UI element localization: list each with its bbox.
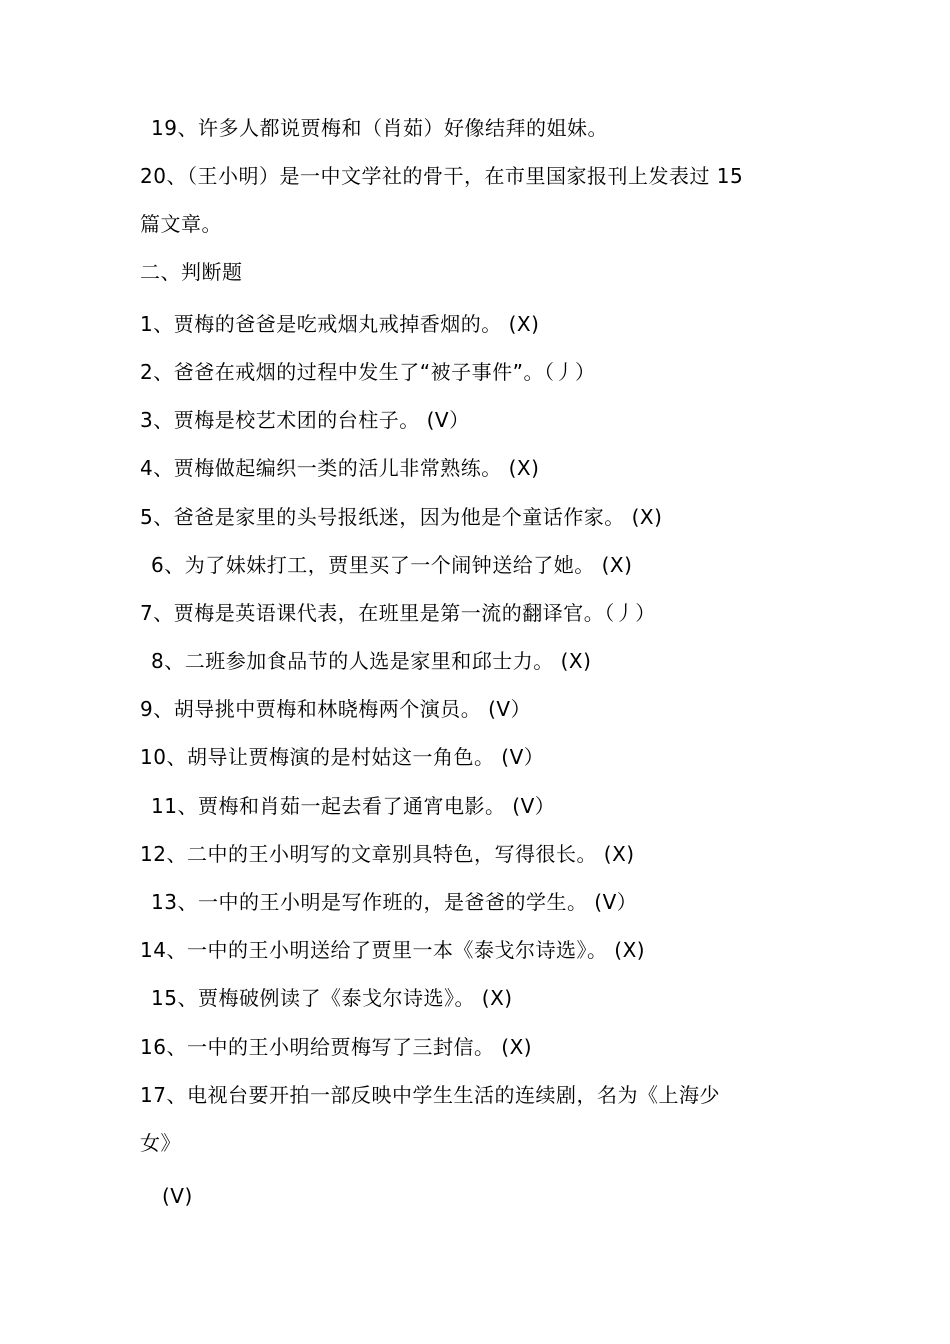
true-false-item-14: 14、一中的王小明送给了贾里一本《泰戈尔诗选》。 (X) <box>140 938 646 962</box>
true-false-item-10: 10、胡导让贾梅演的是村姑这一角色。 (V） <box>140 745 545 769</box>
true-false-item-3: 3、贾梅是校艺术团的台柱子。 (V） <box>140 408 470 432</box>
fill-blank-item-20: 20、（王小明）是一中文学社的骨干，在市里国家报刊上发表过 15 <box>140 164 744 188</box>
true-false-item-17-continued: 女》 <box>140 1131 181 1155</box>
true-false-item-8: 8、二班参加食品节的人选是家里和邱士力。 (X) <box>151 649 592 673</box>
true-false-item-4: 4、贾梅做起编织一类的活儿非常熟练。 (X) <box>140 456 540 480</box>
true-false-item-17-answer: (V) <box>162 1184 193 1208</box>
true-false-item-16: 16、一中的王小明给贾梅写了三封信。 (X) <box>140 1035 533 1059</box>
true-false-item-2: 2、爸爸在戒烟的过程中发生了“被子事件”。（丿） <box>140 360 596 384</box>
fill-blank-item-20-continued: 篇文章。 <box>140 212 222 236</box>
true-false-item-12: 12、二中的王小明写的文章别具特色，写得很长。 (X) <box>140 842 635 866</box>
true-false-item-17: 17、电视台要开拍一部反映中学生生活的连续剧，名为《上海少 <box>140 1083 720 1107</box>
fill-blank-item-19: 19、许多人都说贾梅和（肖茹）好像结拜的姐妹。 <box>151 116 608 140</box>
true-false-item-5: 5、爸爸是家里的头号报纸迷，因为他是个童话作家。 (X) <box>140 505 663 529</box>
true-false-item-9: 9、胡导挑中贾梅和林晓梅两个演员。 (V） <box>140 697 532 721</box>
true-false-item-13: 13、一中的王小明是写作班的，是爸爸的学生。 (V） <box>151 890 638 914</box>
true-false-item-15: 15、贾梅破例读了《泰戈尔诗选》。 (X) <box>151 986 513 1010</box>
true-false-item-1: 1、贾梅的爸爸是吃戒烟丸戒掉香烟的。 (X) <box>140 312 540 336</box>
true-false-item-6: 6、为了妹妹打工，贾里买了一个闹钟送给了她。 (X) <box>151 553 633 577</box>
true-false-item-11: 11、贾梅和肖茹一起去看了通宵电影。 (V） <box>151 794 556 818</box>
true-false-item-7: 7、贾梅是英语课代表，在班里是第一流的翻译官。（丿） <box>140 601 656 625</box>
section-heading-true-false: 二、判断题 <box>140 260 243 284</box>
